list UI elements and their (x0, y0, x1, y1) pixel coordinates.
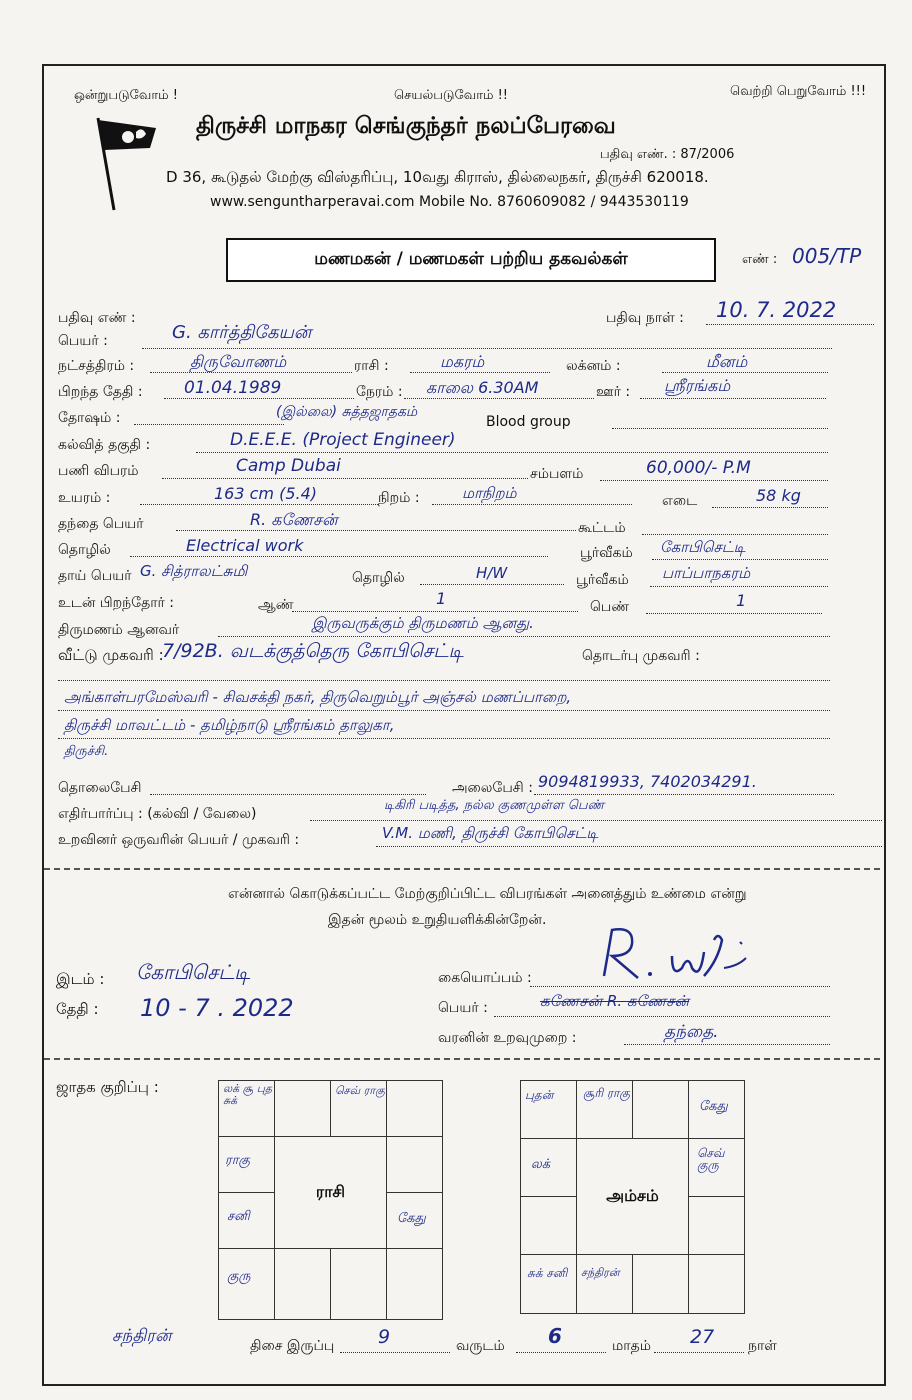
blood-group-label: Blood group (486, 414, 571, 430)
slogan-left: ஒன்றுபடுவோம் ! (74, 88, 178, 103)
rasi-cell: கேது (386, 1192, 443, 1249)
education-label: கல்வித் தகுதி : (58, 437, 151, 453)
rasi-cell (274, 1080, 331, 1137)
name-value: G. கார்த்திகேயன் (172, 322, 312, 343)
rasi-cell: லக் சூ புத சுக் (218, 1080, 275, 1137)
expectation-label: எதிர்பார்ப்பு : (கல்வி / வேலை) (58, 806, 257, 822)
birth-time-value: காலை 6.30AM (426, 378, 539, 397)
registration-number: பதிவு எண். : 87/2006 (600, 147, 735, 162)
mother-occupation-label: தொழில் (352, 570, 405, 586)
amsam-cell: புதன் (520, 1080, 577, 1139)
height-label: உயரம் : (58, 490, 111, 506)
mother-name-value: G. சித்ராலட்சுமி (140, 562, 248, 580)
org-address: D 36, கூடுதல் மேற்கு விஸ்தரிப்பு, 10வது கிராஸ், தில்லைநகர், திருச்சி 620018. (166, 168, 709, 186)
amsam-cell: சந்திரன் (576, 1254, 633, 1314)
amsam-cell (632, 1080, 689, 1139)
dosham-label: தோஷம் : (58, 410, 121, 426)
mobile-value: 9094819933, 7402034291. (538, 772, 757, 791)
home-address-value: 7/92B. வடக்குத்தெரு கோபிசெட்டி (162, 640, 464, 662)
org-contact: www.senguntharperavai.com Mobile No. 8760609082 / 9443530119 (210, 194, 689, 210)
relationship-value: தந்தை. (664, 1022, 719, 1042)
amsam-cell: லக் (520, 1138, 577, 1197)
place-label: ஊர் : (596, 384, 631, 400)
height-value: 163 cm (5.4) (214, 484, 318, 503)
place-signed-label: இடம் : (56, 970, 105, 988)
weight-label: எடை (662, 493, 698, 509)
months-label: மாதம் (612, 1338, 651, 1354)
dasa-balance-label: திசை இருப்பு (250, 1338, 335, 1354)
contact-address-label: தொடர்பு முகவரி : (582, 648, 700, 664)
date-signed-value: 10 - 7 . 2022 (140, 994, 294, 1022)
rasi-cell (330, 1248, 387, 1320)
flag-logo-icon (84, 110, 168, 214)
signer-name-value: கணேசன் R. கணேசன் (540, 992, 690, 1010)
years-label: வருடம் (456, 1338, 505, 1354)
rasi-cell: செவ் ராகு (330, 1080, 387, 1137)
form-number-label: எண் : (742, 252, 778, 267)
mother-native-value: பாப்பாநகரம் (662, 564, 751, 582)
rasi-cell: சனி (218, 1192, 275, 1249)
native-label: பூர்வீகம் (580, 545, 633, 561)
amsam-cell (632, 1254, 689, 1314)
declaration-line1: என்னால் கொடுக்கப்பட்ட மேற்குறிப்பிட்ட விபரங்கள் அனைத்தும் உண்மை என்று (228, 886, 747, 902)
place-signed-value: கோபிசெட்டி (136, 960, 251, 984)
contact-address-line2: திருச்சி மாவட்டம் - தமிழ்நாடு ஸ்ரீரங்கம் தாலுகா, (64, 716, 395, 734)
married-siblings-label: திருமணம் ஆனவர் (58, 622, 180, 638)
salary-label: சம்பளம் (530, 466, 584, 482)
date-signed-label: தேதி : (56, 1000, 99, 1018)
amsam-cell: சூரி ராகு (576, 1080, 633, 1139)
amsam-cell: கேது (688, 1080, 745, 1139)
days-label: நாள் (748, 1338, 777, 1354)
declaration-line2: இதன் மூலம் உறுதியளிக்கின்றேன். (328, 912, 547, 928)
signature-label: கையொப்பம் : (438, 970, 532, 986)
org-name: திருச்சி மாநகர செங்குந்தர் நலப்பேரவை (196, 113, 616, 139)
mother-occupation-value: H/W (476, 564, 508, 582)
contact-address-line1: அங்காள்பரமேஸ்வரி - சிவசக்தி நகர், திருவெறும்பூர் அஞ்சல் மணப்பாறை, (64, 688, 572, 706)
occupation-label: தொழில் (58, 542, 111, 558)
rasi-cell (386, 1136, 443, 1193)
rasi-cell (386, 1248, 443, 1320)
occupation-value: Electrical work (186, 536, 304, 555)
lagnam-label: லக்னம் : (566, 358, 621, 374)
form-number-value: 005/TP (792, 244, 862, 268)
birth-time-label: நேரம் : (356, 384, 403, 400)
amsam-cell (520, 1196, 577, 1255)
rasi-label: ராசி : (354, 358, 389, 374)
relative-label: உறவினர் ஒருவரின் பெயர் / முகவரி : (58, 832, 300, 848)
married-siblings-value: இருவருக்கும் திருமணம் ஆனது. (312, 614, 534, 632)
amsam-cell: செவ் குரு (688, 1138, 745, 1197)
lagnam-value: மீனம் (706, 352, 748, 371)
amsam-cell: சுக் சனி (520, 1254, 577, 1314)
star-value: திருவோணம் (190, 352, 287, 371)
signer-name-label: பெயர் : (438, 1000, 488, 1016)
rasi-value: மகரம் (440, 352, 485, 371)
place-value: ஸ்ரீரங்கம் (664, 376, 731, 395)
star-label: நட்சத்திரம் : (58, 358, 135, 374)
mother-native-label: பூர்வீகம் (576, 572, 629, 588)
rasi-cell (386, 1080, 443, 1137)
horoscope-label: ஜாதக குறிப்பு : (56, 1078, 159, 1096)
dasa-planet-value: சந்திரன் (112, 1326, 172, 1346)
amsam-center-label: அம்சம் (576, 1138, 689, 1255)
dasa-years-value: 9 (378, 1326, 391, 1348)
brother-label: ஆண் (258, 597, 294, 613)
amsam-cell (688, 1196, 745, 1255)
job-label: பணி விபரம் (58, 463, 139, 479)
mother-name-label: தாய் பெயர் (58, 568, 132, 584)
salary-value: 60,000/- P.M (646, 458, 751, 478)
dob-label: பிறந்த தேதி : (58, 384, 143, 400)
weight-value: 58 kg (756, 486, 801, 505)
mobile-label: அலைபேசி : (452, 780, 533, 796)
reg-date-label: பதிவு நாள் : (606, 310, 684, 326)
relationship-label: வரனின் உறவுமுறை : (438, 1030, 577, 1046)
reg-date-value: 10. 7. 2022 (716, 298, 837, 322)
father-name-value: R. கணேசன் (250, 510, 338, 529)
name-label: பெயர் : (58, 333, 108, 349)
rasi-center-label: ராசி (274, 1136, 387, 1249)
sister-label: பெண் (590, 599, 630, 615)
relative-value: V.M. மணி, திருச்சி கோபிசெட்டி (382, 824, 599, 842)
education-value: D.E.E.E. (Project Engineer) (230, 430, 456, 450)
sister-count: 1 (736, 591, 747, 610)
signature-icon (590, 920, 790, 986)
amsam-cell (688, 1254, 745, 1314)
slogan-right: வெற்றி பெறுவோம் !!! (730, 84, 867, 99)
native-value: கோபிசெட்டி (660, 538, 746, 556)
home-address-label: வீட்டு முகவரி : (58, 646, 164, 664)
koottam-label: கூட்டம் (578, 520, 626, 536)
complexion-label: நிறம் : (378, 490, 420, 506)
father-name-label: தந்தை பெயர் (58, 516, 144, 532)
dob-value: 01.04.1989 (184, 378, 282, 398)
slogan-center: செயல்படுவோம் !! (394, 88, 509, 103)
contact-address-line3: திருச்சி. (64, 744, 109, 759)
phone-label: தொலைபேசி (58, 780, 142, 796)
dasa-months-value: 6 (548, 1324, 562, 1348)
expectation-value: டிகிரி படித்த, நல்ல குணமுள்ள பெண் (384, 798, 605, 813)
brother-count: 1 (436, 589, 447, 608)
siblings-label: உடன் பிறந்தோர் : (58, 595, 175, 611)
dasa-days-value: 27 (690, 1326, 715, 1348)
rasi-cell: குரு (218, 1248, 275, 1320)
dosham-value: (இல்லை) சுத்தஜாதகம் (276, 404, 418, 420)
complexion-value: மாநிறம் (462, 484, 517, 502)
rasi-cell: ராகு (218, 1136, 275, 1193)
form-title: மணமகன் / மணமகள் பற்றிய தகவல்கள் (226, 238, 716, 282)
reg-no-label: பதிவு எண் : (58, 310, 136, 326)
rasi-cell (274, 1248, 331, 1320)
job-value: Camp Dubai (236, 456, 341, 476)
